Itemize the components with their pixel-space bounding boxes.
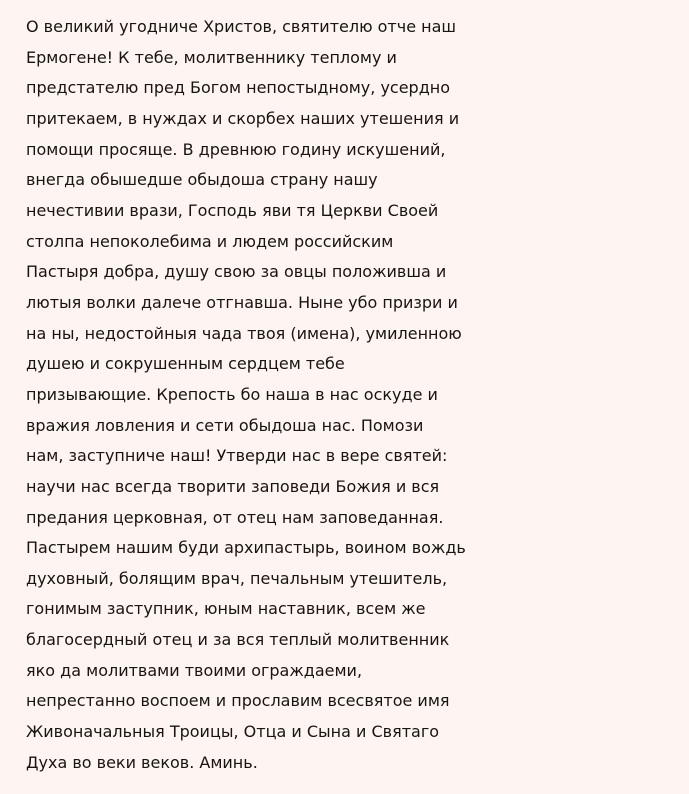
prayer-line-15: нам, заступниче наш! Утверди нас в вере святей: xyxy=(26,446,448,466)
prayer-line-17: предания церковная, от отец нам заповеданная. xyxy=(26,507,444,527)
prayer-line-13: призывающие. Крепость бо наша в нас оскуде и xyxy=(26,384,438,404)
prayer-line-14: вражия ловления и сети обыдоша нас. Помози xyxy=(26,415,424,435)
prayer-line-2: Ермогене! К тебе, молитвеннику теплому и xyxy=(26,47,397,67)
prayer-line-21: благосердный отец и за вся теплый молитвенник xyxy=(26,630,450,650)
prayer-line-9: Пастыря добра, душу свою за овцы положивша и xyxy=(26,262,447,282)
prayer-line-19: духовный, болящим врач, печальным утешитель, xyxy=(26,568,448,588)
prayer-line-25: Духа во веки веков. Аминь. xyxy=(26,752,258,772)
prayer-line-20: гонимым заступник, юным наставник, всем же xyxy=(26,599,426,619)
prayer-line-18: Пастырем нашим буди архипастырь, воином вождь xyxy=(26,538,466,558)
prayer-line-8: столпа непоколебима и людем российским xyxy=(26,231,394,251)
prayer-line-7: нечестивии врази, Господь яви тя Церкви Своей xyxy=(26,200,439,220)
prayer-line-23: непрестанно воспоем и прославим всесвятое имя xyxy=(26,691,450,711)
prayer-line-24: Живоначальныя Троицы, Отца и Сына и Святаго xyxy=(26,722,440,742)
prayer-line-10: лютыя волки далече отгнавша. Ныне убо призри и xyxy=(26,292,458,312)
prayer-line-12: душею и сокрушенным сердцем тебе xyxy=(26,354,345,374)
prayer-line-5: помощи просяще. В древнюю годину искушений, xyxy=(26,139,446,159)
prayer-line-4: притекаем, в нуждах и скорбех наших утешения и xyxy=(26,108,460,128)
prayer-line-3: предстателю пред Богом непостыдному, усердно xyxy=(26,78,451,98)
prayer-text xyxy=(26,12,686,778)
prayer-line-16: научи нас всегда творити заповеди Божия и вся xyxy=(26,476,440,496)
prayer-line-11: на ны, недостойныя чада твоя (имена), умиленною xyxy=(26,323,462,343)
prayer-line-22: яко да молитвами твоими ограждаеми, xyxy=(26,660,363,680)
prayer-line-1: О великий угодниче Христов, святителю отче наш xyxy=(26,17,457,36)
prayer-line-6: внегда обышедше обыдоша страну нашу xyxy=(26,170,378,190)
